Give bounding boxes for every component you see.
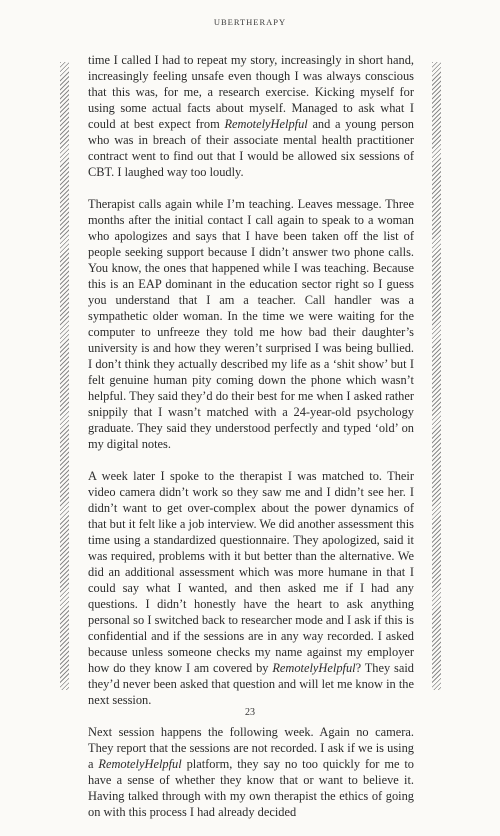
- italic-text: RemotelyHelpful: [224, 117, 308, 131]
- text-segment: time I called I had to repeat my story, increasingly in short hand, increasingly feeling unsafe even though I was always conscious that this was, for me, a research exercise. Kicking myself for using some actual facts about myself. Managed to ask what I could at best expect from: [88, 53, 414, 131]
- italic-text: RemotelyHelpful: [272, 661, 356, 675]
- text-segment: and a young person who was in breach of their associate mental health practitioner contract went to find out that I would be allowed six sessions of CBT. I laughed way too loudly.: [88, 117, 414, 179]
- paragraph: [88, 468, 414, 708]
- paragraph: [88, 724, 414, 820]
- right-hatched-border: [432, 62, 441, 690]
- paragraph: [88, 196, 414, 452]
- text-segment: platform, they say no too quickly for me to have a sense of whether they know that or want to believe it. Having talked through with my own therapist the ethics of going on with this process I had already decided: [88, 757, 414, 819]
- text-segment: ? They said they’d never been asked that question and will let me know in the next session.: [88, 661, 415, 707]
- italic-text: RemotelyHelpful: [98, 757, 182, 771]
- body-text: [88, 52, 414, 836]
- page-number: 23: [245, 707, 255, 718]
- text-segment: Next session happens the following week. Again no camera. They report that the sessions are not recorded. I ask if we is using a: [88, 725, 414, 771]
- running-head: UBERTHERAPY: [213, 17, 287, 27]
- left-hatched-border: [60, 62, 69, 690]
- text-segment: A week later I spoke to the therapist I was matched to. Their video camera didn’t work so they saw me and I didn’t see her. I didn’t want to get over-complex about the power dynamics of that but it felt like a job interview. We did another assessment this time using a standardized questionnaire. They apologized, said it was required, problems with it but better than the alternative. We did an additional assessment which was more humane in that I could say what I wanted, and then asked me if I had any questions. I didn’t honestly have the heart to ask anything personal so I switched back to researcher mode and I ask if this is confidential and if the sessions are in any way recorded. I asked because unless someone checks my name against my employer how do they know I am covered by: [88, 469, 414, 675]
- text-segment: Therapist calls again while I’m teaching. Leaves message. Three months after the initial contact I call again to speak to a woman who apologizes and says that I have been taken off the list of people seeking support because I didn’t answer two phone calls. You know, the ones that happened while I was teaching. Because this is an EAP dominant in the education sector right so I guess you understand that I am a teacher. Call handler was a sympathetic older woman. In the time we were waiting for the computer to unfreeze they told me how bad their daughter’s university is and how they weren’t surprised I was being bullied. I don’t think they actually described my life as a ‘shit show’ but I felt genuine human pity coming down the phone which wasn’t helpful. They said they’d do their best for me when I asked rather snippily that I wasn’t matched with a 24-year-old psychology graduate. They said they understood perfectly and typed ‘old’ on my digital notes.: [88, 197, 414, 451]
- paragraph: [88, 52, 414, 180]
